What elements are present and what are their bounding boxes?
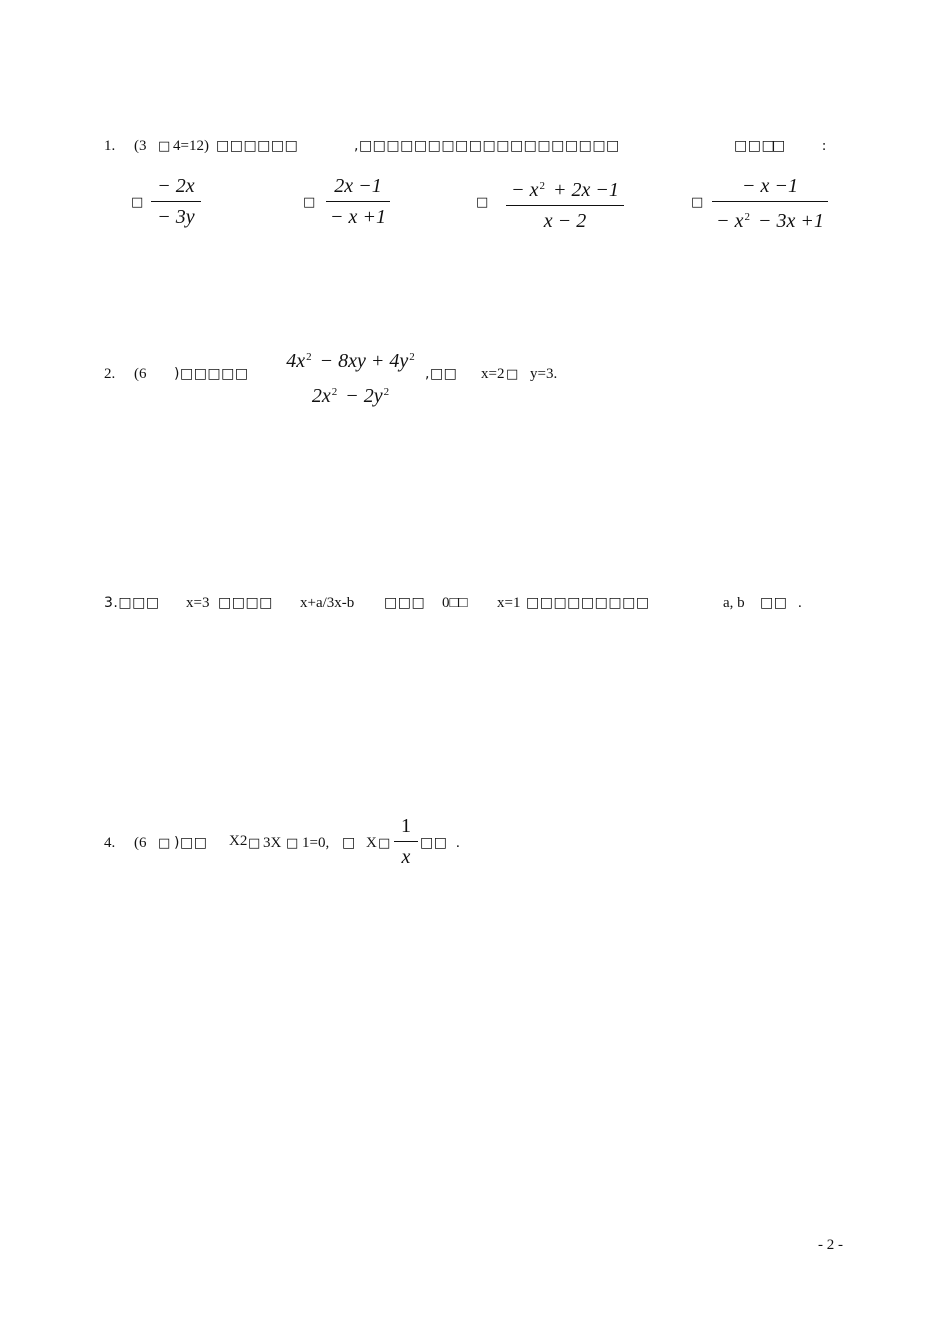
q4-text-e: 1=0, bbox=[302, 835, 330, 851]
q1-option-1-fraction bbox=[151, 175, 201, 228]
fraction-bar bbox=[280, 376, 424, 377]
fraction-bar bbox=[326, 201, 390, 202]
q2-glyph: □ bbox=[506, 367, 519, 382]
fraction-bar bbox=[506, 205, 624, 206]
q1-option-1-denominator: − 3y bbox=[157, 206, 195, 228]
q1-option-marker-3: □ bbox=[476, 195, 489, 210]
q4-text-i: . bbox=[456, 835, 460, 851]
page-number: - 2 - bbox=[818, 1237, 843, 1253]
q1-option-4-numerator: − x −1 bbox=[742, 175, 798, 197]
q3-text-d: x+a/3x-b bbox=[300, 595, 355, 611]
q4-points-a: (6 bbox=[134, 835, 147, 851]
q4-fraction-numerator: 1 bbox=[401, 815, 411, 837]
q1-option-2-fraction bbox=[326, 175, 390, 228]
q1-option-marker-1: □ bbox=[131, 195, 144, 210]
q1-option-marker-4: □ bbox=[691, 195, 704, 210]
q4-glyph-4: □ bbox=[378, 836, 391, 851]
q1-option-2-denominator: − x +1 bbox=[330, 206, 386, 228]
q3-text-e: □□□ bbox=[384, 595, 426, 611]
q1-text-f: □ bbox=[772, 138, 786, 154]
q2-text-c: ,□□ bbox=[425, 366, 458, 382]
q1-option-4-denominator: − $x^2 - 3x +1$ bbox=[716, 210, 824, 232]
q1-text-e: □□□ bbox=[734, 138, 776, 154]
q4-text-h: □□ bbox=[420, 835, 448, 851]
q1-option-3-fraction bbox=[506, 175, 624, 232]
q1-points-a: (3 bbox=[134, 138, 147, 154]
q1-option-4-fraction bbox=[712, 175, 828, 232]
q4-text-f: □ bbox=[342, 835, 356, 851]
q2-value-x: x=2 bbox=[481, 366, 505, 382]
q1-text-c: □□□□□□ bbox=[216, 138, 299, 154]
q4-glyph-3: □ bbox=[286, 836, 299, 851]
q1-option-3-denominator: x − 2 bbox=[543, 210, 587, 232]
q1-option-1-numerator: − 2x bbox=[157, 175, 195, 197]
q1-points-b: 4=12) bbox=[173, 138, 209, 154]
q2-points-a: (6 bbox=[134, 366, 147, 382]
q4-text-d: 3X bbox=[263, 835, 282, 851]
fraction-bar bbox=[151, 201, 201, 202]
fraction-bar bbox=[394, 841, 418, 842]
q4-text-c: X2 bbox=[229, 833, 248, 849]
q3-text-i: a, b bbox=[723, 595, 745, 611]
q1-option-marker-2: □ bbox=[303, 195, 316, 210]
q3-text-a: 3.□□□ bbox=[104, 595, 160, 611]
q4-fraction-denominator: x bbox=[401, 846, 411, 868]
q4-text-b: )□□ bbox=[174, 835, 208, 851]
q2-expression-fraction bbox=[280, 346, 424, 407]
q4-reciprocal-fraction bbox=[394, 815, 418, 868]
q3-text-b: x=3 bbox=[186, 595, 210, 611]
q1-number: 1. bbox=[104, 138, 116, 154]
q1-colon: : bbox=[822, 138, 827, 154]
q2-text-b: )□□□□□ bbox=[174, 366, 249, 382]
q2-expression-numerator: $4x^2 - 8xy + 4y^2$ bbox=[286, 350, 415, 372]
q4-glyph-2: □ bbox=[248, 836, 261, 851]
fraction-bar bbox=[712, 201, 828, 202]
q3-text-k: . bbox=[798, 595, 802, 611]
q3-text-g: x=1 bbox=[497, 595, 521, 611]
q1-text-d: ,□□□□□□□□□□□□□□□□□□□ bbox=[354, 138, 620, 154]
q4-glyph: □ bbox=[158, 836, 171, 851]
q2-number: 2. bbox=[104, 366, 116, 382]
q3-text-h: □□□□□□□□□ bbox=[526, 595, 650, 611]
q1-option-2-numerator: 2x −1 bbox=[334, 175, 382, 197]
q2-value-y: y=3. bbox=[530, 366, 558, 382]
q2-expression-denominator: $2x^2 - 2y^2$ bbox=[311, 385, 390, 407]
q1-option-3-numerator: − $x^2 + 2x -1$ bbox=[511, 179, 619, 201]
q3-text-j: □□ bbox=[760, 595, 788, 611]
q3-text-f: 0□□ bbox=[442, 595, 468, 611]
q4-number: 4. bbox=[104, 835, 116, 851]
q1-glyph: □ bbox=[158, 139, 171, 154]
q4-text-g: X bbox=[366, 835, 377, 851]
q3-text-c: □□□□ bbox=[218, 595, 273, 611]
